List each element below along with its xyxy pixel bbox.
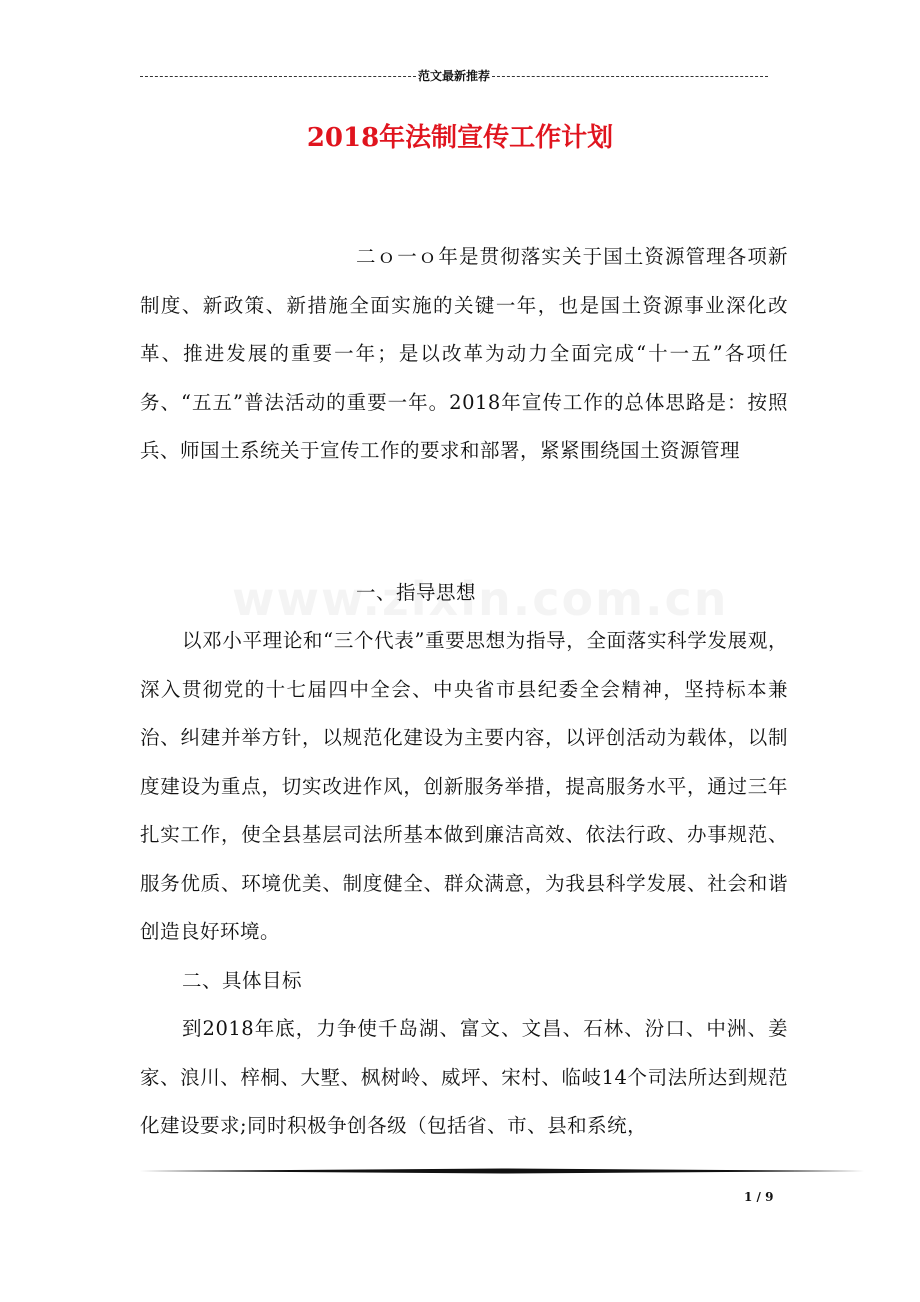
footer-rule: [140, 1168, 864, 1174]
document-title: 2018年法制宣传工作计划: [306, 123, 614, 153]
header-label: 范文最新推荐: [418, 69, 491, 83]
section1-heading: 一、指导思想: [356, 581, 477, 604]
content-block: [140, 617, 788, 1151]
header-dash-right: [492, 76, 768, 77]
section1-body: 以邓小平理论和“三个代表”重要思想为指导，全面落实科学发展观，深入贯彻党的十七届四中全会、中央省市县纪委全会精神，坚持标本兼治、纠建并举方针，以规范化建设为主要内容，以评创活动为载体，以制度建设为重点，切实改进作风，创新服务举措，提高服务水平，通过三年扎实工作，使全县基层司法所基本做到廉洁高效、依法行政、办事规范、服务优质、环境优美、制度健全、群众满意，为我县科学发展、社会和谐创造良好环境。: [140, 629, 788, 943]
page-number: 1 / 9: [744, 1190, 774, 1204]
section2-body: 到2018年底，力争使千岛湖、富文、文昌、石林、汾口、中洲、姜家、浪川、梓桐、大墅、枫树岭、威坪、宋村、临岐14个司法所达到规范化建设要求;同时积极争创各级（包括省、市、县和系统，: [140, 1017, 788, 1137]
intro-paragraph: 二ｏ一ｏ年是贯彻落实关于国土资源管理各项新制度、新政策、新措施全面实施的关键一年，也是国土资源事业深化改革、推进发展的重要一年；是以改革为动力全面完成“十一五”各项任务、“五五”普法活动的重要一年。2018年宣传工作的总体思路是：按照兵、师国土系统关于宣传工作的要求和部署，紧紧围绕国土资源管理: [140, 245, 788, 462]
header-dash-left: [140, 76, 416, 77]
section2-heading: 二、具体目标: [182, 968, 303, 992]
page-header: [140, 68, 768, 84]
